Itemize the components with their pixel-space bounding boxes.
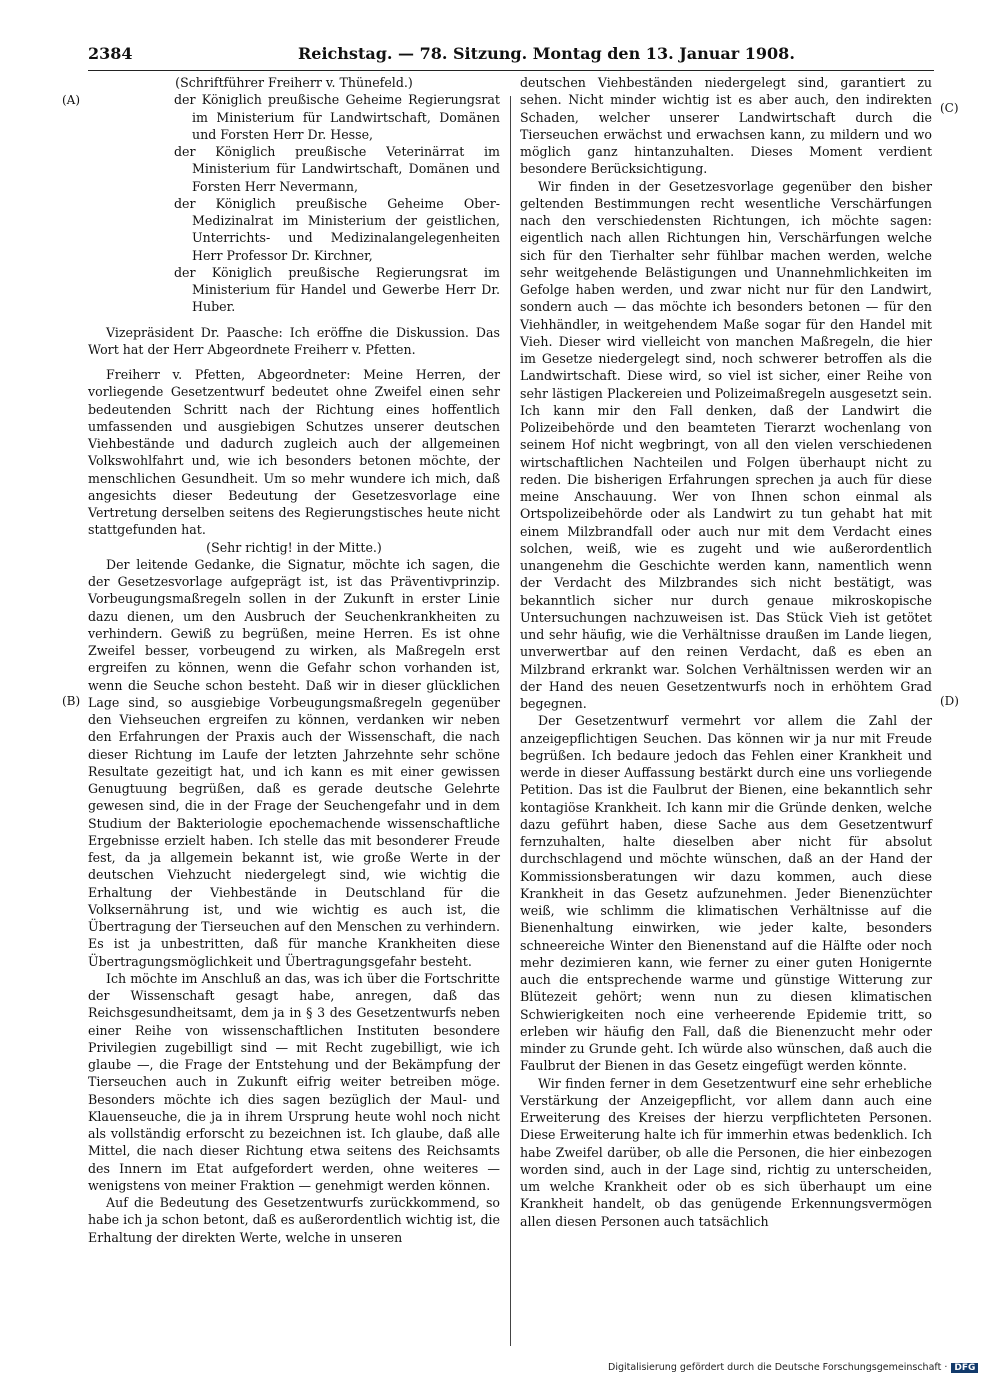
right-column-paragraph: Der Gesetzentwurf vermehrt vor allem die Zahl der anzeigepflichtigen Seuchen. Das können wir ja nur mit Freude begrüßen. Ich bedaure jedoch das Fehlen einer Krankheit und werde in dieser Auffassung bestärkt durch eine uns vorliegende Petition. Das ist die Faulbrut der Bienen, eine bekanntlich sehr kontagiöse Krankheit. Ich kann mir die Gründe denken, welche dazu geführt haben, diese Sache aus dem Gesetzentwurf fernzuhalten, halte dieselben aber nicht für absolut durchschlagend und möchte wünschen, daß an der Hand der Kommissionsberatungen wir dazu kommen, auch diese Krankheit in das Gesetz aufzunehmen. Jeder Bienenzüchter weiß, wie schlimm die klimatischen Verhältnisse auf die Bienenhaltung einwirken, wie jeder kalte, besonders schneereiche Winter den Bienenstand auf die Hälfte oder noch mehr dezimieren kann, wie ferner zu einer guten Honigernte auch die entsprechende warme und günstige Witterung zur Blütezeit gehört; wenn nun zu diesen klimatischen Schwierigkeiten noch eine verheerende Epidemie tritt, so erleben wir häufig den Fall, daß die Bienenzucht mehr oder minder zu Grunde geht. Ich würde also wünschen, daß auch die Faulbrut der Bienen in das Gesetz eingefügt werden könnte. (520, 713, 932, 1074)
right-column-paragraph: Wir finden in der Gesetzesvorlage gegenüber den bisher geltenden Bestimmungen recht wesentliche Verschärfungen nach den verschiedensten Richtungen, ich möchte sagen: eigentlich nach allen Richtungen hin, Verschärfungen welche sich für den Tierhalter sehr fühlbar machen werden, welche sehr weitgehende Belästigungen und Unannehmlichkeiten im Gefolge haben werden, und zwar nicht nur für den Landwirt, sondern auch — das möchte ich besonders betonen — für den Viehhändler, in weitgehendem Maße sogar für den Handel mit Vieh. Dieser wird vielleicht von manchen Maßregeln, die hier im Gesetze niedergelegt sind, noch schwerer betroffen als die Landwirtschaft. Diese wird, so viel ist sicher, einer Reihe von sehr lästigen Plackereien und Polizeimaßregeln ausgesetzt sein. Ich kann mir den Fall denken, daß der Landwirt die Polizeibehörde und den beamteten Tierarzt wochenlang von seinem Hof nicht wegbringt, von all den vielen verschiedenen wirtschaftlichen Nachteilen und Folgen überhaupt nicht zu reden. Die bisherigen Erfahrungen sprechen ja auch für diese meine Anschauung. Wer von Ihnen schon einmal als Ortspolizeibehörde oder als Landwirt zu tun gehabt hat mit einem Milzbrandfall oder auch nur mit dem Verdacht eines solchen, weiß, wie es zugeht und wie außerordentlich unangenehm die Geschichte werden kann, namentlich wenn der Verdacht des Milzbrandes sich nicht bestätigt, was bekanntlich sicher nur durch genaue mikroskopische Untersuchungen nachzuweisen ist. Das Stück Vieh ist getötet und sehr häufig, wie die Verhältnisse draußen im Lande liegen, unverwertbar auf den reinen Verdacht, daß es eben an Milzbrand erkrankt war. Solchen Verhältnissen werden wir an der Hand des neuen Gesetzentwurfs noch in erhöhtem Grad begegnen. (520, 178, 932, 711)
left-column (88, 74, 500, 1246)
left-column-paragraph: (Sehr richtig! in der Mitte.) (206, 539, 382, 555)
footer-credit (608, 1362, 978, 1373)
page-number: 2384 (88, 44, 133, 63)
header-rule (88, 70, 934, 71)
left-column-paragraph: der Königlich preußische Geheime Regierungsrat im Ministerium für Landwirtschaft, Domänen und Forsten Herr Dr. Hesse, (174, 92, 500, 142)
left-column-paragraph: Ich möchte im Anschluß an das, was ich über die Fortschritte der Wissenschaft gesagt habe, anregen, daß das Reichsgesundheitsamt, dem ja in § 3 des Gesetzentwurfs neben einer Reihe von wissenschaftlichen Instituten besondere Privilegien zugebilligt sind — mit Recht zugebilligt, wie ich glaube —, die Frage der Entstehung und der Bekämpfung der Tierseuchen auch in Zukunft eifrig weiter betreiben möge. Besonders möchte ich dies sagen bezüglich der Maul- und Klauenseuche, die ja in ihrem Ursprung heute wohl noch nicht als vollständig erforscht zu bezeichnen ist. Ich glaube, daß alle Mittel, die nach dieser Richtung etwa seitens des Reichsamts des Innern im Etat aufgefordert werden, ohne weiteres — wenigstens von meiner Fraktion — genehmigt werden können. (88, 970, 500, 1193)
margin-marker-d: (D) (940, 694, 959, 708)
right-column-paragraph: Wir finden ferner in dem Gesetzentwurf eine sehr erhebliche Verstärkung der Anzeigepflicht, vor allem dann auch eine Erweiterung des Kreises der hierzu verpflichteten Personen. Diese Erweiterung halte ich für immerhin etwas bedenklich. Ich habe Zweifel darüber, ob alle die Personen, die hier einbezogen worden sind, auch in der Lage sind, richtig zu unterscheiden, um welche Krankheit oder ob es sich überhaupt um eine Krankheit handelt, ob das genügende Erkennungsvermögen allen diesen Personen auch tatsächlich (520, 1075, 932, 1229)
footer-text: Digitalisierung gefördert durch die Deutsche Forschungsgemeinschaft · (608, 1362, 948, 1373)
right-column (520, 74, 932, 1230)
left-column-paragraph: Der leitende Gedanke, die Signatur, möchte ich sagen, die der Gesetzesvorlage aufgeprägt ist, ist das Präventivprinzip. Vorbeugungsmaßregeln sollen in der Zukunft in erster Linie dazu dienen, um den Ausbruch der Seuchenkrankheiten zu verhindern. Gewiß zu begrüßen, meine Herren. Es ist ohne Zweifel besser, vorbeugend zu wirken, als Maßregeln erst ergreifen zu können, wenn die Gefahr schon vorhanden ist, wenn die Seuche schon besteht. Daß wir in dieser glücklichen Lage sind, so ausgiebige Vorbeugungsmaßregeln gegenüber den Viehseuchen ergreifen zu können, verdanken wir neben den Erfahrungen der Praxis auch der Wissenschaft, die nach dieser Richtung im Laufe der letzten Jahrzehnte sehr schöne Resultate gezeitigt hat, und ich kann es mit einer gewissen Genugtuung begrüßen, daß es gerade deutsche Gelehrte gewesen sind, die in der Frage der Seuchengefahr und in dem Studium der Bakteriologie epochemachende wissenschaftliche Ergebnisse erzielt haben. Ich stelle das mit besonderer Freude fest, da ja allgemein bekannt ist, wie große Werte in der deutschen Viehzucht niedergelegt sind, wie wichtig die Erhaltung der Viehbestände in Deutschland für die Volksernährung ist, und wie wichtig es auch ist, die Übertragung der Tierseuchen auf den Menschen zu verhindern. Es ist ja unbestritten, daß für manche Krankheiten diese Übertragungsmöglichkeit und Übertragungsgefahr besteht. (88, 556, 500, 969)
left-column-paragraph: Freiherr v. Pfetten, Abgeordneter: Meine Herren, der vorliegende Gesetzentwurf bedeutet ohne Zweifel einen sehr bedeutenden Schritt nach der Richtung eines hoffentlich umfassenden und ausgiebigen Schutzes unserer deutschen Viehbestände und dadurch zugleich auch der allgemeinen Volkswohlfahrt und, wie ich besonders betonen möchte, der menschlichen Gesundheit. Um so mehr wundere ich mich, daß angesichts dieser Bedeutung der Gesetzesvorlage eine Vertretung derselben seitens des Regierungstisches heute nicht stattgefunden hat. (88, 367, 500, 538)
left-column-paragraph: Auf die Bedeutung des Gesetzentwurfs zurückkommend, so habe ich ja schon betont, daß es außerordentlich wichtig ist, die Erhaltung der direkten Werte, welche in unseren (88, 1195, 500, 1245)
right-column-paragraph: deutschen Viehbeständen niedergelegt sind, garantiert zu sehen. Nicht minder wichtig ist es aber auch, den indirekten Schaden, welcher unserer Landwirtschaft durch die Tierseuchen erwächst und erwachsen kann, zu mildern und wo möglich ganz hintanzuhalten. Dieses Moment verdient besondere Berücksichtigung. (520, 75, 932, 177)
column-divider (510, 96, 511, 1346)
left-column-paragraph: der Königlich preußische Veterinärrat im Ministerium für Landwirtschaft, Domänen und Forsten Herr Nevermann, (174, 144, 500, 194)
dfg-logo: DFG (951, 1363, 978, 1373)
page-header (88, 44, 934, 68)
margin-marker-b: (B) (62, 694, 81, 708)
margin-marker-a: (A) (62, 93, 81, 107)
margin-marker-c: (C) (940, 101, 959, 115)
running-title: Reichstag. — 78. Sitzung. Montag den 13. Januar 1908. (298, 44, 795, 63)
left-column-paragraph: der Königlich preußische Regierungsrat im Ministerium für Handel und Gewerbe Herr Dr. Huber. (174, 264, 500, 315)
left-column-paragraph: der Königlich preußische Geheime Ober-Medizinalrat im Ministerium der geistlichen, Unterrichts- und Medizinalangelegenheiten Herr Professor Dr. Kirchner, (174, 195, 500, 263)
left-column-paragraph: (Schriftführer Freiherr v. Thünefeld.) (175, 75, 413, 90)
left-column-paragraph: Vizepräsident Dr. Paasche: Ich eröffne die Diskussion. Das Wort hat der Herr Abgeordnete Freiherr v. Pfetten. (88, 324, 500, 357)
